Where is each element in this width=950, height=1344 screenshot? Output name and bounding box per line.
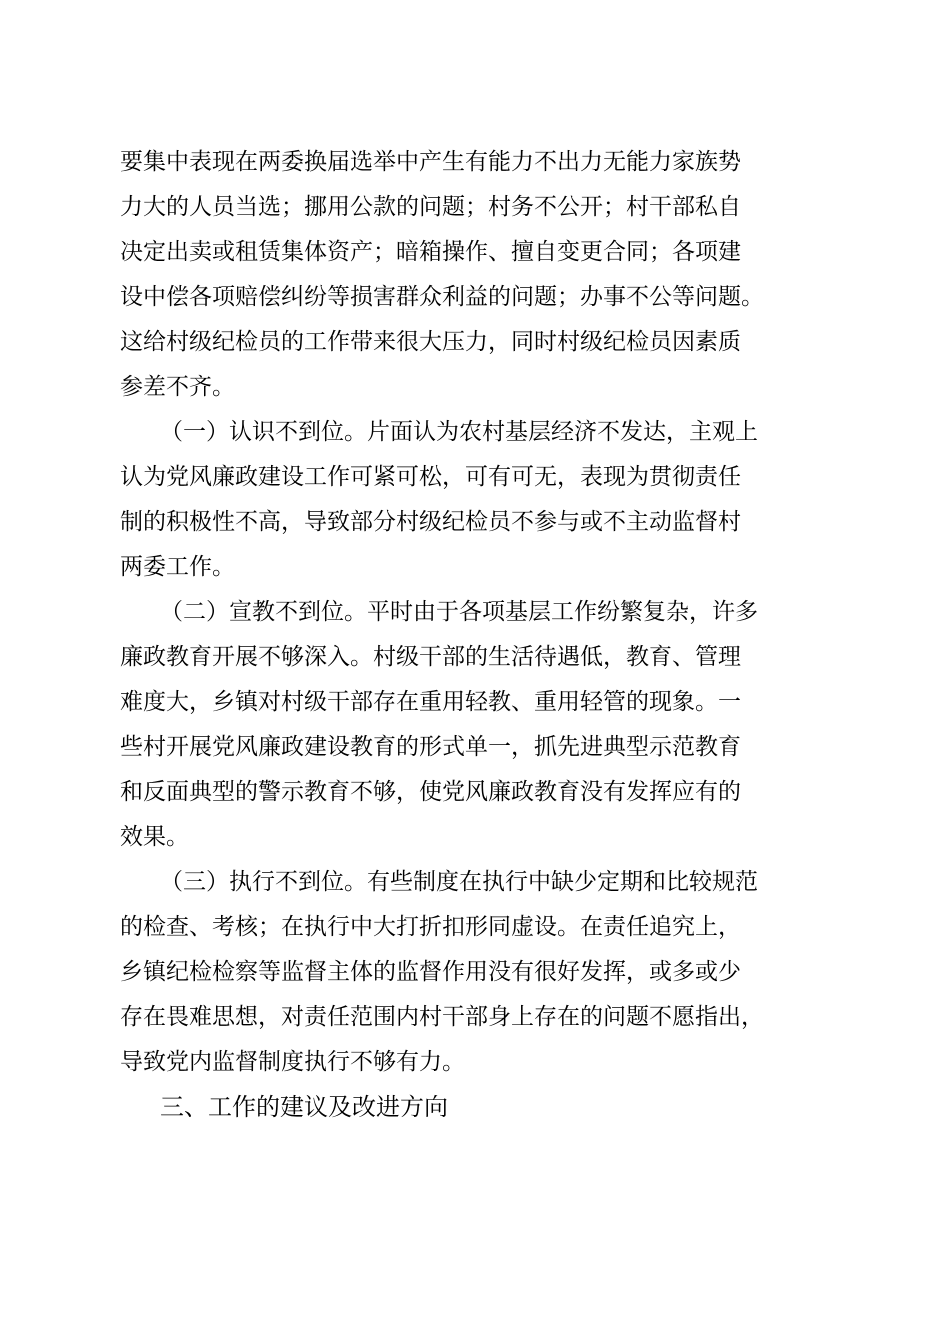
line-text: 两委工作。 [120, 554, 235, 580]
line-text: 廉政教育开展不够深入。村级干部的生活待遇低，教育、管理 [120, 644, 741, 670]
text-line [0, 590, 950, 634]
text-line [0, 185, 950, 229]
line-text: 难度大，乡镇对村级干部存在重用轻教、重用轻管的现象。一 [120, 689, 741, 715]
text-line [0, 545, 950, 589]
text-line [0, 455, 950, 499]
line-text: 存在畏难思想，对责任范围内村干部身上存在的问题不愿指出， [120, 1004, 764, 1030]
text-line [0, 275, 950, 319]
line-text: 认为党风廉政建设工作可紧可松，可有可无，表现为贯彻责任 [120, 464, 741, 490]
line-text: 要集中表现在两委换届选举中产生有能力不出力无能力家族势 [120, 149, 741, 175]
line-text: 制的积极性不高，导致部分村级纪检员不参与或不主动监督村 [120, 509, 741, 535]
text-line [0, 770, 950, 814]
section-heading [0, 1085, 950, 1129]
line-text: 决定出卖或租赁集体资产；暗箱操作、擅自变更合同；各项建 [120, 239, 741, 265]
line-text: 力大的人员当选；挪用公款的问题；村务不公开；村干部私自 [120, 194, 741, 220]
text-line [0, 680, 950, 724]
line-text: 些村开展党风廉政建设教育的形式单一，抓先进典型示范教育 [120, 734, 741, 760]
text-line [0, 365, 950, 409]
text-line [0, 140, 950, 184]
text-line [0, 725, 950, 769]
line-text: 导致党内监督制度执行不够有力。 [120, 1049, 465, 1075]
text-line [0, 950, 950, 994]
line-text: 设中偿各项赔偿纠纷等损害群众利益的问题；办事不公等问题。 [120, 284, 764, 310]
text-line [0, 230, 950, 274]
line-text: （一）认识不到位。片面认为农村基层经济不发达，主观上 [160, 419, 758, 445]
line-text: 乡镇纪检检察等监督主体的监督作用没有很好发挥，或多或少 [120, 959, 741, 985]
text-line [0, 815, 950, 859]
text-line [0, 995, 950, 1039]
section-heading-text: 三、工作的建议及改进方向 [160, 1093, 448, 1121]
line-text: 效果。 [120, 824, 189, 850]
text-line [0, 500, 950, 544]
line-text: （三）执行不到位。有些制度在执行中缺少定期和比较规范 [160, 869, 758, 895]
line-text: 和反面典型的警示教育不够，使党风廉政教育没有发挥应有的 [120, 779, 741, 805]
text-line [0, 905, 950, 949]
line-text: 参差不齐。 [120, 374, 235, 400]
line-text: 的检查、考核；在执行中大打折扣形同虚设。在责任追究上， [120, 914, 741, 940]
text-line [0, 320, 950, 364]
text-line [0, 410, 950, 454]
text-line [0, 860, 950, 904]
line-text: 这给村级纪检员的工作带来很大压力，同时村级纪检员因素质 [120, 329, 741, 355]
text-line [0, 635, 950, 679]
line-text: （二）宣教不到位。平时由于各项基层工作纷繁复杂，许多 [160, 599, 758, 625]
text-line [0, 1040, 950, 1084]
